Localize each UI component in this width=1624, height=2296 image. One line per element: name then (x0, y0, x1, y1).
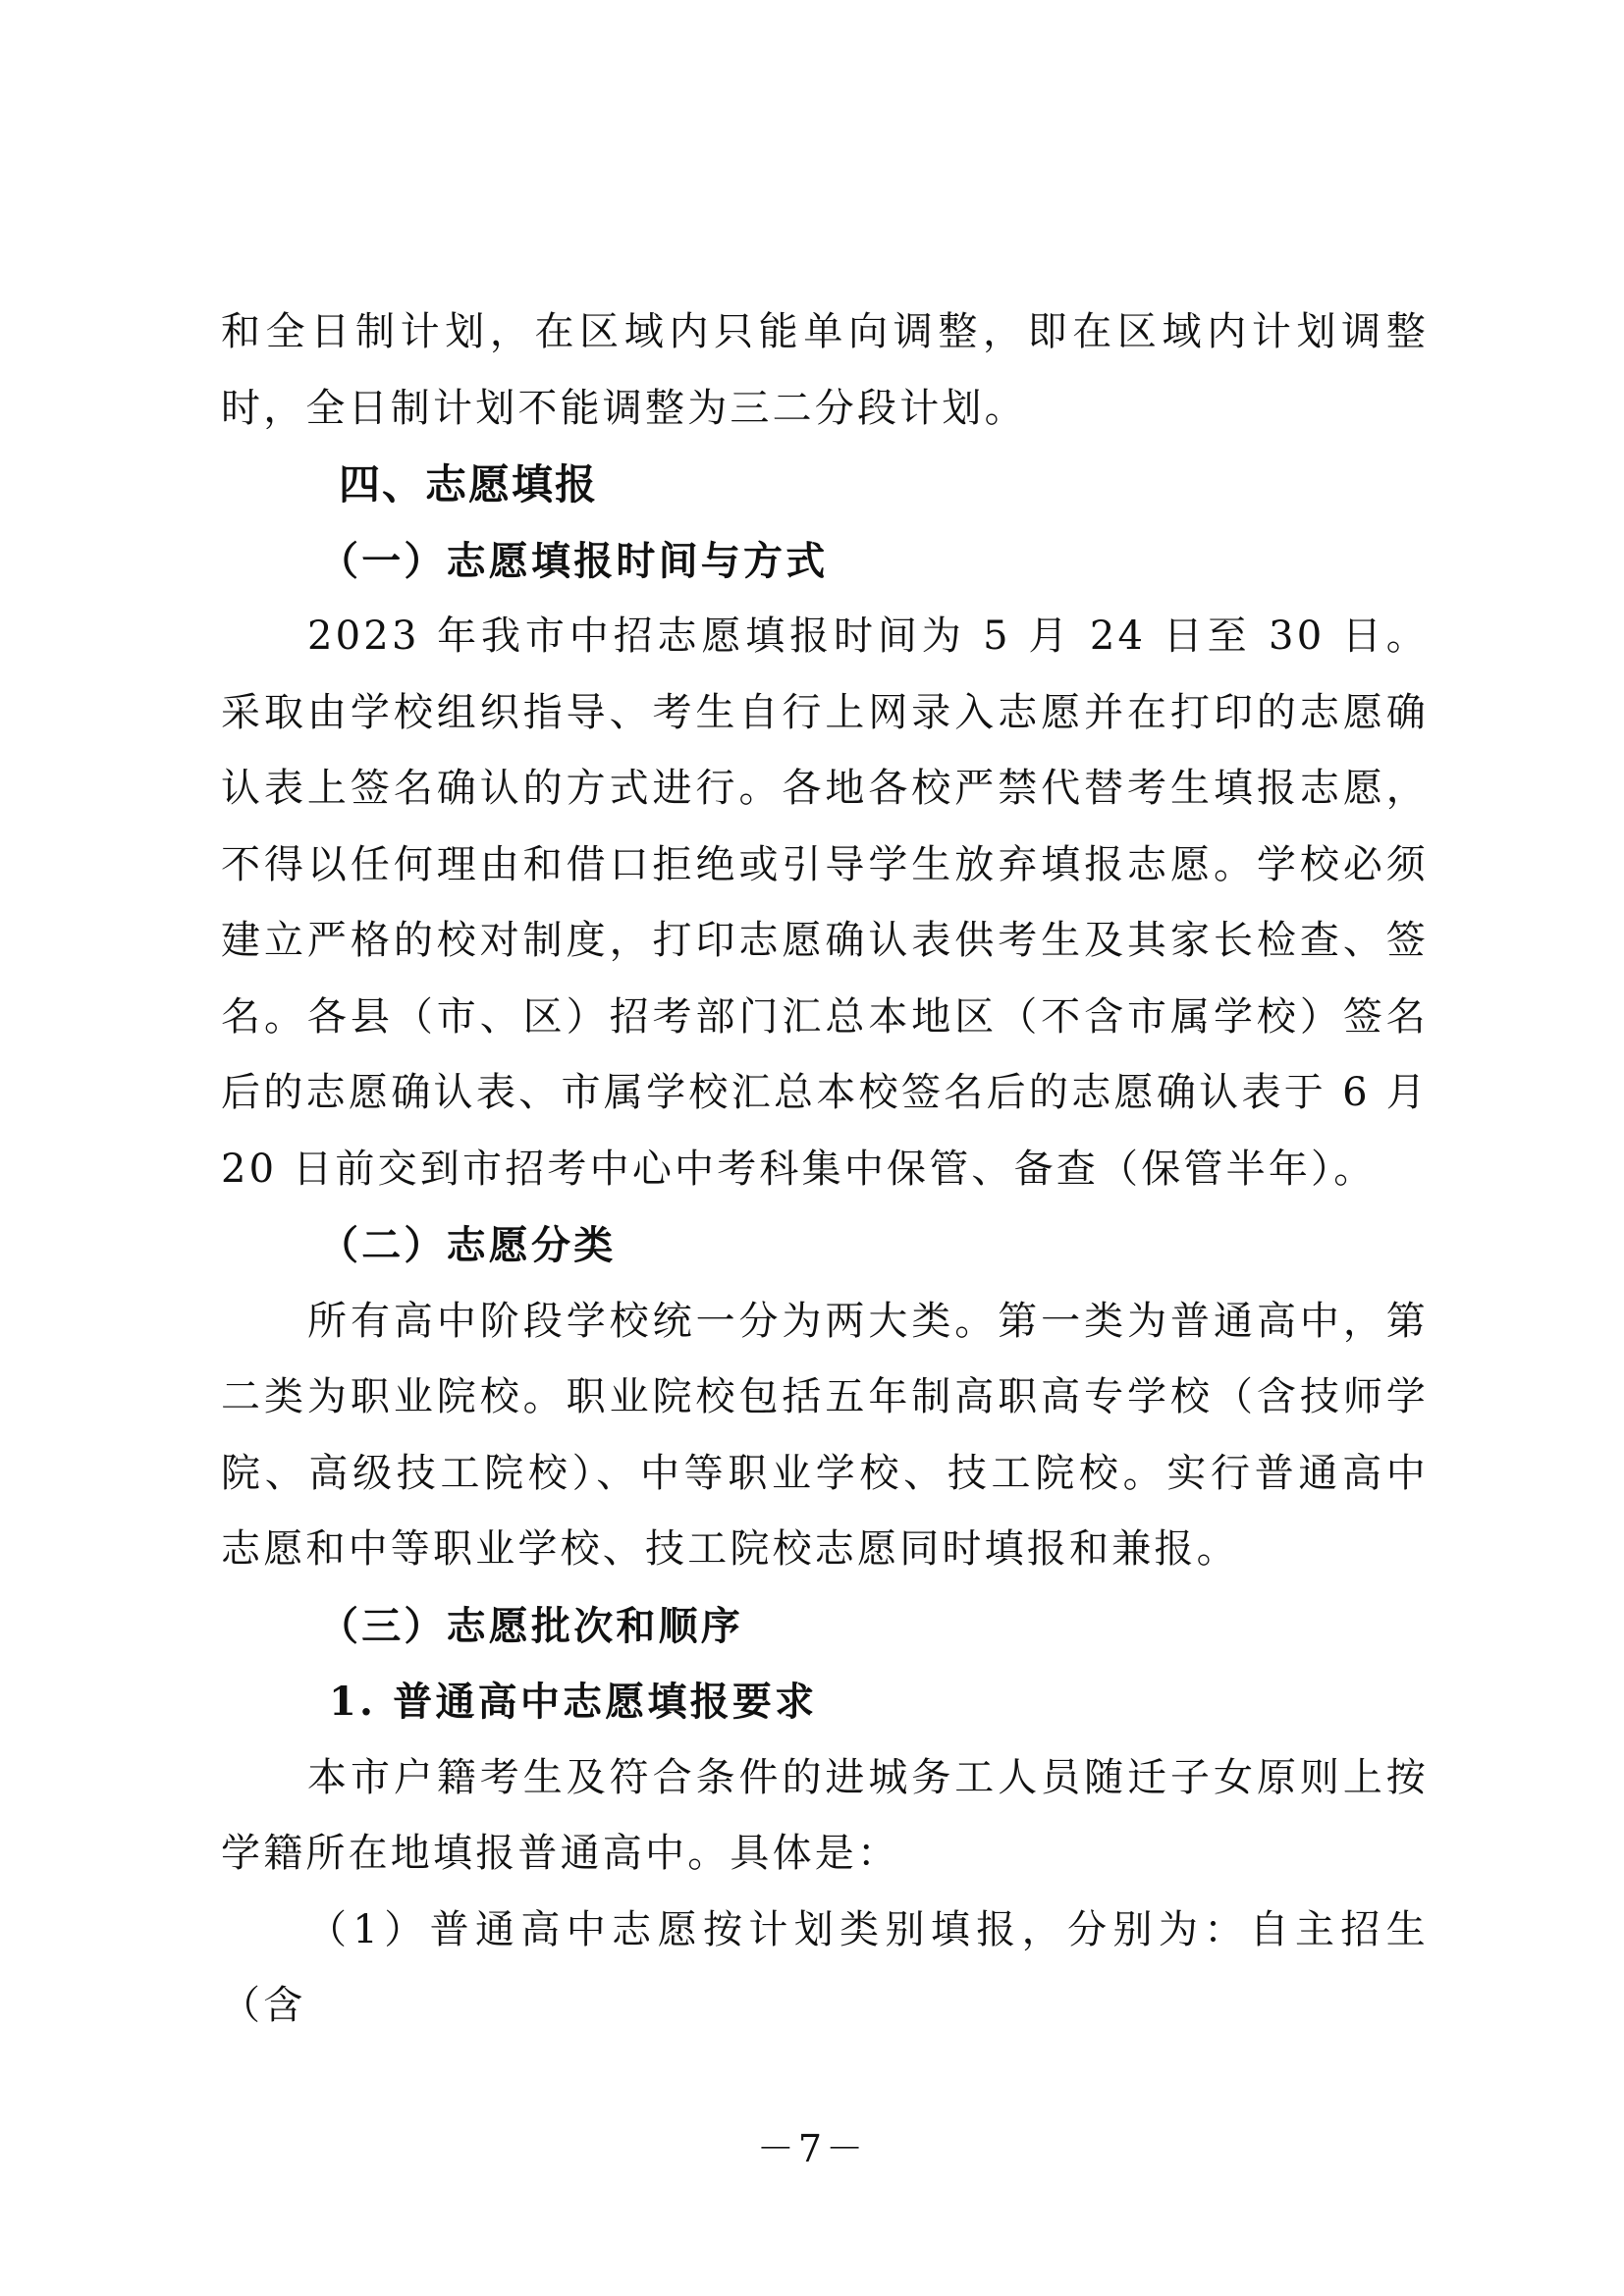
subheading-volunteer-classification: （二）志愿分类 (319, 1222, 617, 1268)
paragraph-volunteer-classification: 所有高中阶段学校统一分为两大类。第一类为普通高中，第二类为职业院校。职业院校包括五年制高职高专学校（含技师学院、高级技工院校）、中等职业学校、技工院校。实行普通高中志愿和中等职业学校、技工院校志愿同时填报和兼报。 (221, 1298, 1429, 1572)
paragraph-plan-category: （1）普通高中志愿按计划类别填报，分别为：自主招生（含 (221, 1906, 1429, 2028)
paragraph-plan-adjustment: 和全日制计划，在区域内只能单向调整，即在区域内计划调整时，全日制计划不能调整为三二分段计划。 (221, 309, 1429, 431)
page-number: －7－ (756, 2127, 868, 2170)
paragraph-household-registration: 本市户籍考生及符合条件的进城务工人员随迁子女原则上按学籍所在地填报普通高中。具体是： (221, 1754, 1429, 1876)
subheading-time-and-method: （一）志愿填报时间与方式 (319, 537, 829, 584)
section-heading-volunteer-filling: 四、志愿填报 (339, 460, 599, 508)
paragraph-time-and-method: 2023 年我市中招志愿填报时间为 5 月 24 日至 30 日。采取由学校组织指导、考生自行上网录入志愿并在打印的志愿确认表上签名确认的方式进行。各地各校严禁代替考生填报志愿，不得以任何理由和借口拒绝或引导学生放弃填报志愿。学校必须建立严格的校对制度，打印志愿确认表供考生及其家长检查、签名。各县（市、区）招考部门汇总本地区（不含市属学校）签名后的志愿确认表、市属学校汇总本校签名后的志愿确认表于 6 月 20 日前交到市招考中心中考科集中保管、备查（保管半年）。 (221, 614, 1429, 1192)
subheading-batch-and-order: （三）志愿批次和顺序 (319, 1602, 743, 1649)
subheading-high-school-requirements: 1. 普通高中志愿填报要求 (329, 1679, 818, 1725)
document-body (221, 294, 1429, 2045)
